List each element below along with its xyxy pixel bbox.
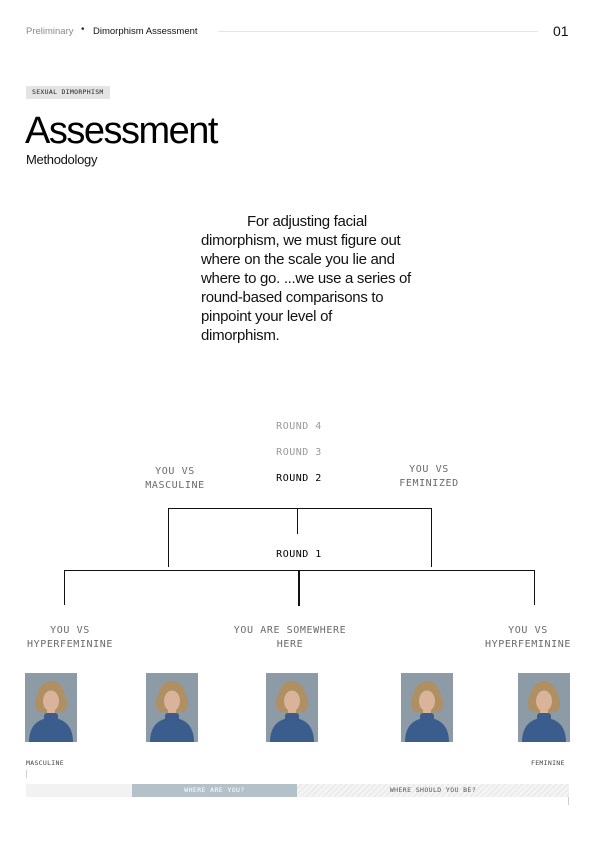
round-4-label: ROUND 4 [276,421,322,432]
intro-paragraph: For adjusting facial dimorphism, we must figure out where on the scale you lie and where to go. ...we use a series of round-based comparisons to pinpoint your level of dimorphism. [201,213,411,344]
round-1-label: ROUND 1 [276,549,322,560]
round2-option-masculine: YOU VS MASCULINE [145,466,205,491]
round2-option-feminized: YOU VS FEMINIZED [399,464,459,489]
breadcrumb-section: Preliminary [26,26,74,37]
round2-stem [297,508,298,534]
portrait-step-4 [401,673,453,742]
portrait-step-2 [146,673,198,742]
round1-right-drop [534,570,535,605]
page-number: 01 [553,23,569,39]
round2-connector [168,508,432,509]
page-title: Assessment [25,110,217,152]
round1-option-left: YOU VS HYPERFEMININE [26,625,114,650]
header-divider [218,31,538,32]
round1-option-right: YOU VS HYPERFEMININE [484,625,572,650]
round2-left-drop [168,508,169,567]
page-subtitle: Methodology [26,152,98,167]
scale-segment-where-are-you: WHERE ARE YOU? [132,784,297,797]
scale-tick-right [568,797,569,805]
round-3-label: ROUND 3 [276,447,322,458]
breadcrumb-current: Dimorphism Assessment [93,26,198,37]
round-2-label: ROUND 2 [276,473,322,484]
portrait-masculine [25,673,77,742]
round2-right-drop [431,508,432,567]
scale-label-masculine: MASCULINE [26,759,64,767]
scale-segment-where-should-you-be: WHERE SHOULD YOU BE? [297,784,569,797]
round1-option-center: YOU ARE SOMEWHERE HERE [233,625,347,650]
scale-label-feminine: FEMININE [531,759,565,767]
portrait-feminine [518,673,570,742]
section-tag: SEXUAL DIMORPHISM [26,86,110,99]
round1-center-drop [298,570,300,606]
portrait-current [266,673,318,742]
round1-left-drop [64,570,65,605]
breadcrumb-separator: • [81,24,85,35]
scale-tick-left [26,770,27,778]
